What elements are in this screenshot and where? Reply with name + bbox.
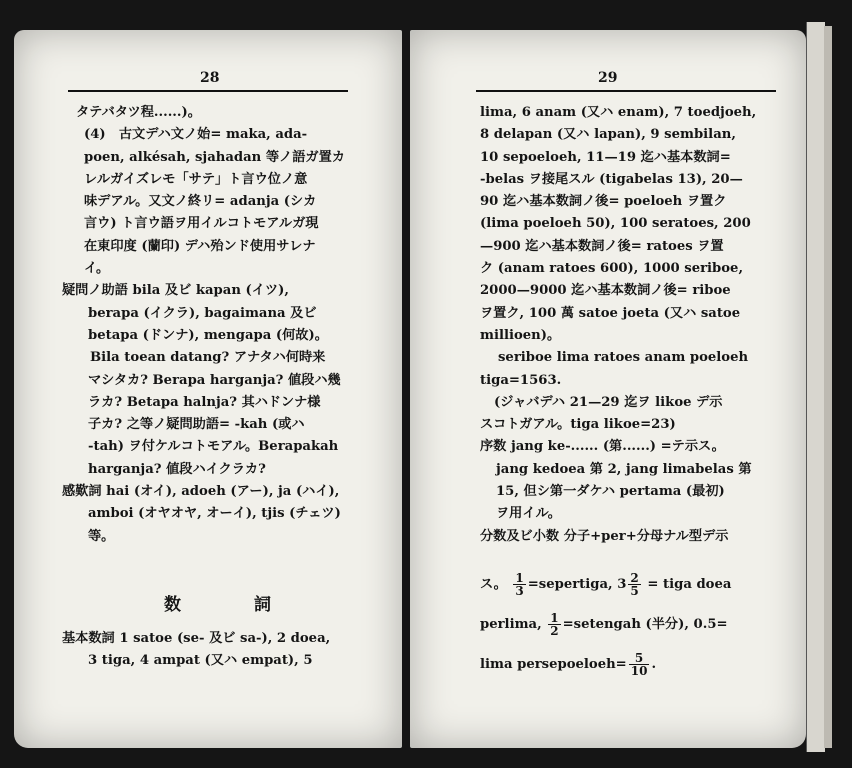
text-line: 疑問ノ助語 bila 及ビ kapan (イツ), xyxy=(62,283,289,299)
text-segment: =sepertiga, xyxy=(527,577,613,592)
whole-number: 3 xyxy=(617,577,627,592)
numerator: 5 xyxy=(629,652,650,665)
text-line: -belas ヲ接尾スル (tigabelas 13), 20— xyxy=(480,171,743,187)
text-line: 感歎詞 hai (オイ), adoeh (アー), ja (ハイ), xyxy=(62,484,340,500)
text-line: 在東印度 (蘭印) デハ殆ンド使用サレナ xyxy=(84,238,316,254)
text-line: ラカ? Betapa halnja? 其ハドンナ様 xyxy=(88,394,321,410)
text-segment: =setengah (半分), xyxy=(562,617,689,632)
numerator: 1 xyxy=(550,611,559,625)
text-line: (ジャバデハ 21—29 迄ヲ likoe デ示 xyxy=(494,394,723,410)
text-line: Bila toean datang? アナタハ何時来 xyxy=(90,350,326,366)
text-segment: = tiga doea xyxy=(647,577,732,592)
page-number: 29 xyxy=(598,70,618,86)
text-line: betapa (ドンナ), mengapa (何故)。 xyxy=(88,327,328,343)
text-line: 味デアル。又文ノ終リ= adanja (シカ xyxy=(84,194,317,210)
text-line: berapa (イクラ), bagaimana 及ビ xyxy=(88,305,317,321)
book-edge xyxy=(806,22,825,752)
denominator: 5 xyxy=(630,584,639,598)
text-line: harganja? 値段ハイクラカ? xyxy=(88,461,266,477)
text-line: 8 delapan (又ハ lapan), 9 sembilan, xyxy=(480,127,736,143)
fraction xyxy=(628,572,640,597)
left-page xyxy=(14,30,402,748)
left-bottom-text xyxy=(62,628,392,673)
page-number: 28 xyxy=(200,70,220,86)
header-rule xyxy=(68,90,348,92)
text-line: 15, 但シ第一ダケハ pertama (最初) xyxy=(496,484,725,500)
text-line: レルガイズレモ「サテ」ト言ウ位ノ意 xyxy=(84,171,308,187)
text-line: 2000—9000 迄ハ基本数詞ノ後= riboe xyxy=(480,283,731,299)
text-line: タテバタツ程......)。 xyxy=(76,105,201,120)
text-line: 分数及ビ小数 分子+per+分母ナル型デ示 xyxy=(480,528,729,544)
text-segment: 0.5= xyxy=(693,617,728,632)
text-line: 3 tiga, 4 ampat (又ハ empat), 5 xyxy=(88,653,313,669)
fraction-line-3 xyxy=(480,648,800,684)
text-line: millioen)。 xyxy=(480,327,561,343)
text-line: (4) 古文デハ文ノ始= maka, ada- xyxy=(84,127,308,143)
text-line: 序数 jang ke-...... (第......) =テ示ス。 xyxy=(480,439,725,455)
numerator: 2 xyxy=(630,571,639,585)
text-line: ヲ用イル。 xyxy=(496,506,561,522)
text-line: seriboe lima ratoes anam poeloeh xyxy=(498,350,749,366)
header-rule xyxy=(476,90,776,92)
fraction xyxy=(548,612,560,637)
right-body-text xyxy=(480,102,800,548)
fraction xyxy=(513,572,525,597)
text-segment: perlima, xyxy=(480,617,542,632)
section-heading: 数 詞 xyxy=(164,595,299,615)
text-line: イ。 xyxy=(84,261,110,277)
book-edge-shadow xyxy=(824,26,832,748)
text-line: 等。 xyxy=(88,528,115,544)
text-line: (lima poeloeh 50), 100 seratoes, 200 xyxy=(480,216,751,232)
fraction-line-2 xyxy=(480,608,800,644)
text-line: 基本数詞 1 satoe (se- 及ビ sa-), 2 doea, xyxy=(62,631,331,646)
text-segment: . xyxy=(651,657,657,672)
text-line: lima, 6 anam (又ハ enam), 7 toedjoeh, xyxy=(480,105,757,120)
text-line: 子カ? 之等ノ疑問助語= -kah (或ハ xyxy=(88,417,305,433)
text-line: amboi (オヤオヤ, オーイ), tjis (チェツ) xyxy=(88,506,341,522)
denominator: 3 xyxy=(515,584,524,598)
text-line: スコトガアル。tiga likoe=23) xyxy=(480,417,676,433)
fraction xyxy=(629,652,650,677)
text-line: poen, alkésah, sjahadan 等ノ語ガ置カ xyxy=(84,149,345,165)
fraction-examples xyxy=(480,568,800,684)
text-segment: lima persepoeloeh= xyxy=(480,657,627,672)
fraction-line-1 xyxy=(480,568,800,604)
text-line: ヲ置ク, 100 萬 satoe joeta (又ハ satoe xyxy=(480,305,741,321)
text-line: 言ウ) ト言ウ語ヲ用イルコトモアルガ現 xyxy=(84,216,319,232)
denominator: 10 xyxy=(630,664,648,678)
text-line: マシタカ? Berapa harganja? 値段ハ幾 xyxy=(88,372,341,388)
text-line: 10 sepoeloeh, 11—19 迄ハ基本数詞= xyxy=(480,149,731,165)
text-line: tiga=1563. xyxy=(480,372,562,388)
text-line: —900 迄ハ基本数詞ノ後= ratoes ヲ置 xyxy=(480,238,724,254)
text-segment: ス。 xyxy=(480,577,507,592)
text-line: jang kedoea 第 2, jang limabelas 第 xyxy=(496,461,752,477)
text-line: ク (anam ratoes 600), 1000 seriboe, xyxy=(480,261,744,277)
text-line: -tah) ヲ付ケルコトモアル。Berapakah xyxy=(88,439,339,455)
left-body-text xyxy=(62,102,392,548)
right-page xyxy=(410,30,806,748)
numerator: 1 xyxy=(515,571,524,585)
text-line: 90 迄ハ基本数詞ノ後= poeloeh ヲ置ク xyxy=(480,194,727,210)
denominator: 2 xyxy=(550,624,559,638)
